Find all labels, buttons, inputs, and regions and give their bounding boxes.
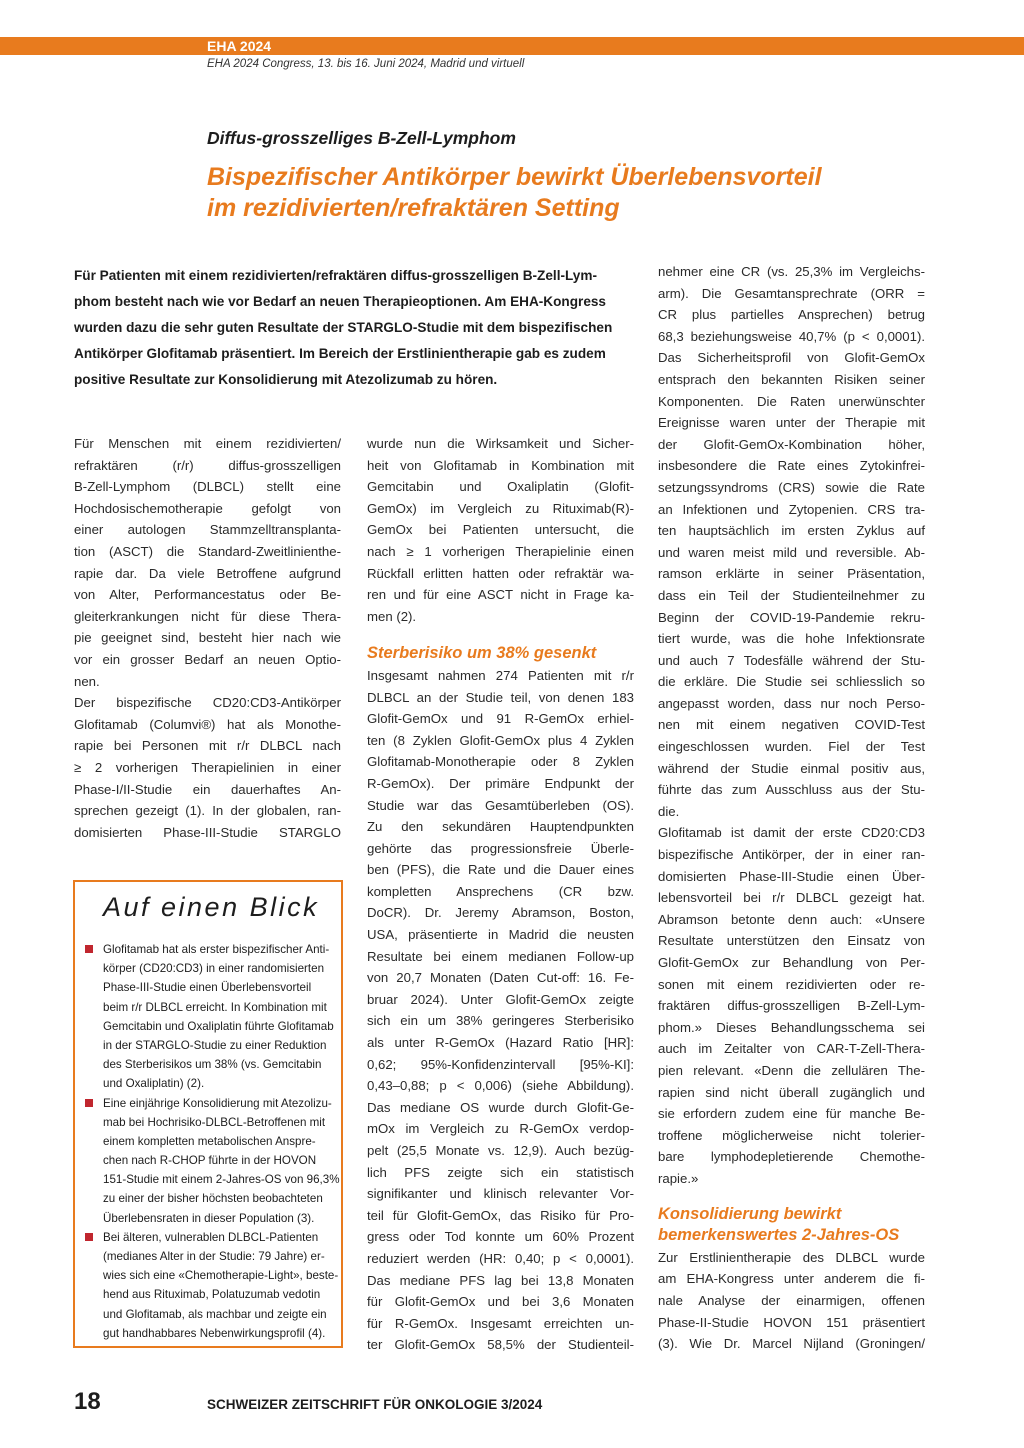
body-line: ren und für eine ASCT nicht in Frage ka- xyxy=(367,587,634,603)
glance-bullet-item xyxy=(85,1094,340,1228)
body-line: sonen mit einem rezidivierten oder re- xyxy=(658,976,925,992)
body-line: 0,43–0,88; p < 0,006) (siehe Abbildung). xyxy=(367,1078,634,1094)
body-line: wurde nun die Wirksamkeit und Sicher- xyxy=(367,436,634,451)
glance-bullet-line: mab bei Hochrisiko-DLBCL-Betroffenen mit xyxy=(103,1115,326,1129)
body-line: sich ein um 38% geringeres Sterberisiko xyxy=(367,1013,634,1029)
glance-bullet-line: Glofitamab hat als erster bispezifischer Anti- xyxy=(103,943,330,956)
body-line: rapie dar. Da viele Betroffene aufgrund xyxy=(74,565,341,581)
body-line: reduziert werden (HR: 0,40; p < 0,0001). xyxy=(367,1250,634,1266)
glance-bullet-line: körper (CD20:CD3) in einer randomisierten xyxy=(103,962,325,976)
body-line: für Glofit-GemOx und bei 3,6 Monaten xyxy=(367,1294,634,1310)
glance-bullet-line: einem kompletten metabolischen Anspre- xyxy=(103,1134,316,1148)
section-subheading: Sterberisiko um 38% gesenkt xyxy=(367,644,597,663)
body-line: Glofitamab ist damit der erste CD20:CD3 xyxy=(658,825,925,841)
body-line: Rückfall erlitten hatten oder refraktär wa- xyxy=(367,565,634,581)
body-line: Studie war das Gesamtüberleben (OS). xyxy=(367,797,634,813)
body-line: 68,3 beziehungsweise 40,7% (p < 0,0001). xyxy=(658,328,925,344)
header-bar xyxy=(0,37,1024,55)
body-line: einer autologen Stammzelltransplanta- xyxy=(74,522,341,538)
body-line: gleiterkrankungen nicht für diese Thera- xyxy=(74,608,341,624)
body-line: pelt (25,5 Monate vs. 12,9). Auch bezüg- xyxy=(367,1143,634,1158)
body-line: Für Menschen mit einem rezidivierten/ xyxy=(74,436,341,451)
body-line: sie erfordern zudem eine für manche Be- xyxy=(658,1106,925,1122)
body-line: bare lymphodepletierende Chemothe- xyxy=(658,1149,925,1165)
body-line: und auch 7 Todesfälle während der Stu- xyxy=(658,652,925,668)
body-line: für R-GemOx. Insgesamt erreichten un- xyxy=(367,1315,634,1331)
body-line: ≥ 2 vorherigen Therapielinien in einer xyxy=(74,759,341,775)
body-line: mOx im Vergleich zu R-GemOx verdop- xyxy=(367,1121,634,1137)
body-line: tion (ASCT) die Standard-Zweitlinienthe- xyxy=(74,543,341,559)
body-line: 0,62; 95%-Konfidenzintervall [95%-KI]: xyxy=(367,1056,634,1072)
body-line: teil für Glofit-GemOx, das Risiko für Pro- xyxy=(367,1207,634,1223)
body-line: Resultate unterstützen den Einsatz von xyxy=(658,933,925,949)
article-kicker: Diffus-grosszelliges B-Zell-Lymphom xyxy=(207,128,516,148)
lead-line: Antikörper Glofitamab präsentiert. Im Bereich der Erstlinientherapie gab es zudem xyxy=(74,346,606,361)
glance-bullet-line: des Sterberisikos um 38% (vs. Gemcitabin xyxy=(103,1058,322,1072)
glance-bullet-line: chen nach R-CHOP führte in der HOVON xyxy=(103,1154,317,1168)
body-line: USA, präsentierte in Madrid die neusten xyxy=(367,927,634,943)
body-line: Das Sicherheitsprofil von Glofit-GemOx xyxy=(658,350,925,366)
body-line: Glofit-GemOx und 91 R-GemOx erhiel- xyxy=(367,711,634,727)
body-line: am EHA-Kongress unter anderem die fi- xyxy=(658,1271,925,1287)
header-tag: EHA 2024 xyxy=(207,38,272,54)
body-line: Gemcitabin und Oxaliplatin (Glofit- xyxy=(367,479,634,495)
body-line: domisierten Phase-III-Studie STARGLO xyxy=(74,824,341,840)
glance-box-title: Auf einen Blick xyxy=(103,892,320,922)
body-line: men (2). xyxy=(367,608,417,624)
page-number: 18 xyxy=(74,1388,101,1415)
glance-bullet-line: hend aus Rituximab, Polatuzumab vedotin xyxy=(103,1288,321,1302)
body-line: pie geeignet sind, besteht hier nach wie xyxy=(74,630,341,646)
glance-bullet-line: beim r/r DLBCL erreicht. In Kombination mit xyxy=(103,1000,327,1014)
body-line: bispezifische Antikörper, der in einer ran- xyxy=(658,847,925,863)
body-line: DoCR). Dr. Jeremy Abramson, Boston, xyxy=(367,905,634,921)
body-line: dass ein Teil der Studienteilnehmer zu xyxy=(658,587,925,603)
article-title xyxy=(207,162,967,224)
glance-bullet-line: (medianes Alter in der Studie: 79 Jahre) er- xyxy=(103,1250,325,1263)
body-line: ten (8 Zyklen Glofit-GemOx plus 4 Zyklen xyxy=(367,732,634,748)
body-line: B-Zell-Lymphom (DLBCL) stellt eine xyxy=(74,479,341,495)
body-line: Phase-II-Studie HOVON 151 präsentiert xyxy=(658,1314,925,1330)
body-line: pien relevant. «Denn die zellulären The- xyxy=(658,1062,925,1078)
body-line: heit von Glofitamab in Kombination mit xyxy=(367,457,634,473)
body-line: Insgesamt nahmen 274 Patienten mit r/r xyxy=(367,667,634,683)
body-line: während der Studie einmal positiv aus, xyxy=(658,760,925,776)
journal-title: SCHWEIZER ZEITSCHRIFT FÜR ONKOLOGIE 3/2024 xyxy=(207,1397,543,1412)
body-line: vor ein grosser Bedarf an neuen Optio- xyxy=(74,651,341,667)
body-line: ben (PFS), die Rate und die Dauer eines xyxy=(367,862,634,878)
body-line: refraktären (r/r) diffus-grosszelligen xyxy=(74,457,341,473)
body-line: angepasst worden, dass nur noch Perso- xyxy=(658,695,925,711)
body-line: Abramson betonte denn auch: «Unsere xyxy=(658,911,925,927)
body-column-2 xyxy=(367,433,634,1356)
glance-bullet-line: in der STARGLO-Studie zu einer Reduktion xyxy=(103,1038,327,1052)
body-line: ter Glofit-GemOx 58,5% der Studienteil- xyxy=(367,1337,634,1353)
body-line: ten hauptsächlich im ersten Zyklus auf xyxy=(658,523,925,539)
lead-line: positive Resultate zur Konsolidierung mit Atezolizumab zu hören. xyxy=(74,372,498,387)
body-line: rapie bei Personen mit r/r DLBCL nach xyxy=(74,738,341,754)
section-subheading: bemerkenswertes 2-Jahres-OS xyxy=(658,1226,900,1245)
body-line: tiert wurde, was die hohe Infektionsrate xyxy=(658,631,925,647)
body-line: gress oder Tod konnte um 60% Prozent xyxy=(367,1229,634,1245)
square-bullet-icon xyxy=(85,1233,93,1241)
glance-bullet-list xyxy=(85,940,340,1343)
body-line: fraktären diffus-grosszelligen B-Zell-Lym- xyxy=(658,998,925,1014)
square-bullet-icon xyxy=(85,1099,93,1107)
glance-bullet-line: und Glofitamab, als machbar und zeigte ein xyxy=(103,1307,327,1321)
glance-bullet-line: Bei älteren, vulnerablen DLBCL-Patienten xyxy=(103,1230,319,1244)
glance-bullet-line: zu einer der bisher höchsten beobachteten xyxy=(103,1192,323,1206)
lead-line: Für Patienten mit einem rezidivierten/refraktären diffus-grosszelligen B-Zell-Lym- xyxy=(74,268,597,283)
body-line: nen. xyxy=(74,673,100,689)
glance-bullet-line: Überlebensraten in dieser Population (3). xyxy=(103,1211,315,1225)
body-line: R-GemOx). Der primäre Endpunkt der xyxy=(367,775,634,791)
body-line: Beginn der COVID-19-Pandemie rekru- xyxy=(658,609,925,625)
body-line: von 20,7 Monaten (Daten Cut-off: 16. Fe- xyxy=(367,970,634,986)
body-line: Das mediane OS wurde durch Glofit-Ge- xyxy=(367,1099,634,1115)
glance-bullet-line: wies sich eine «Chemotherapie-Light», beste- xyxy=(103,1269,339,1283)
glance-bullet-line: Phase-III-Studie einen Überlebensvorteil xyxy=(103,981,312,995)
glance-bullet-line: und Oxaliplatin) (2). xyxy=(103,1077,205,1091)
body-line: troffene möglicherweise nicht tolerier- xyxy=(658,1127,925,1143)
body-line: Das mediane PFS lag bei 13,8 Monaten xyxy=(367,1272,634,1288)
body-column-1 xyxy=(74,433,341,843)
square-bullet-icon xyxy=(85,945,93,953)
glance-bullet-item xyxy=(85,940,337,1094)
body-line: entsprach den bekannten Risiken seiner xyxy=(658,371,925,387)
body-line: setzungssyndroms (CRS) sowie die Rate xyxy=(658,479,925,495)
body-line: der Glofit-GemOx-Kombination höher, xyxy=(658,436,925,452)
body-line: eingeschlossen wurden. Fiel der Test xyxy=(658,739,925,755)
body-line: Hochdosischemotherapie gefolgt von xyxy=(74,500,341,516)
body-line: nach ≥ 1 vorherigen Therapielinie einen xyxy=(367,543,634,559)
glance-box xyxy=(73,880,343,1348)
body-line: an Infektionen und Zytopenien. CRS tra- xyxy=(658,501,925,517)
body-line: bruar 2024). Unter Glofit-GemOx zeigte xyxy=(367,991,634,1007)
glance-bullet-line: 151-Studie mit einem 2-Jahres-OS von 96,3% xyxy=(103,1173,340,1187)
body-line: von Alter, Performancestatus oder Be- xyxy=(74,587,341,603)
lead-line: phom besteht nach wie vor Bedarf an neuen Therapieoptionen. Am EHA-Kongress xyxy=(74,294,606,309)
body-line: Phase-I/II-Studie ein dauerhaftes An- xyxy=(74,781,341,797)
body-line: lich PFS zeigte sich ein statistisch xyxy=(367,1164,634,1180)
body-line: als unter R-GemOx (Hazard Ratio [HR]: xyxy=(367,1035,634,1051)
body-line: kompletten Ansprechens (CR bzw. xyxy=(367,883,634,899)
body-line: phom.» Dieses Behandlungsschema sei xyxy=(658,1019,925,1035)
body-line: rapien sind nicht überall zugänglich und xyxy=(658,1084,925,1100)
body-line: GemOx) im Vergleich zu Rituximab(R)- xyxy=(367,500,634,516)
body-line: Der bispezifische CD20:CD3-Antikörper xyxy=(74,695,341,711)
body-line: Ereignisse waren unter der Therapie mit xyxy=(658,415,925,431)
body-line: die erkläre. Die Studie sei schliesslich so xyxy=(658,674,925,690)
body-line: lebensvorteil bei r/r DLBCL gezeigt hat. xyxy=(658,890,925,906)
body-line: insbesondere die Rate eines Zytokinfrei- xyxy=(658,458,925,474)
body-line: arm). Die Gesamtansprechrate (ORR = xyxy=(658,285,925,301)
body-line: Glofitamab-Monotherapie oder 8 Zyklen xyxy=(367,754,634,770)
body-line: Glofit-GemOx zur Behandlung von Per- xyxy=(658,955,925,970)
glance-bullet-line: Gemcitabin und Oxaliplatin führte Glofitamab xyxy=(103,1019,334,1033)
body-line: DLBCL an der Studie teil, von denen 183 xyxy=(367,689,634,705)
title-line: im rezidivierten/refraktären Setting xyxy=(207,194,620,222)
body-line: Glofitamab (Columvi®) hat als Monothe- xyxy=(74,716,341,732)
body-line: Zu den sekundären Hauptendpunkten xyxy=(367,819,634,835)
title-line: Bispezifischer Antikörper bewirkt Überlebensvorteil xyxy=(207,163,822,191)
body-line: die. xyxy=(658,803,680,819)
glance-bullet-line: Eine einjährige Konsolidierung mit Atezolizu- xyxy=(103,1096,332,1110)
body-line: CR plus partielles Ansprechen) betrug xyxy=(658,307,925,323)
body-line: gehörte das progressionsfreie Überle- xyxy=(367,840,634,856)
lead-line: wurden dazu die sehr guten Resultate der STARGLO-Studie mit dem bispezifischen xyxy=(74,320,613,335)
body-line: auch im Zeitalter von CAR-T-Zell-Thera- xyxy=(658,1041,925,1057)
body-line: GemOx bei Patienten untersucht, die xyxy=(367,522,634,538)
body-line: Zur Erstlinientherapie des DLBCL wurde xyxy=(658,1249,925,1265)
body-line: nale Analyse der einarmigen, offenen xyxy=(658,1292,925,1308)
article-lead xyxy=(74,263,642,393)
body-line: nen mit einem negativen COVID-Test xyxy=(658,717,925,733)
body-line: ramson erklärte in seiner Präsentation, xyxy=(658,566,925,582)
section-subheading: Konsolidierung bewirkt xyxy=(658,1204,842,1223)
body-line: domisierten Phase-III-Studie einen Über- xyxy=(658,868,925,884)
body-line: Resultate bei einem medianen Follow-up xyxy=(367,948,634,964)
body-line: (3). Wie Dr. Marcel Nijland (Groningen/ xyxy=(658,1336,925,1352)
body-column-3 xyxy=(658,261,925,1355)
body-line: rapie.» xyxy=(658,1170,699,1186)
body-line: und waren meist mild und reversible. Ab- xyxy=(658,544,925,560)
glance-bullet-line: gut handhabbares Nebenwirkungsprofil (4). xyxy=(103,1326,326,1340)
body-line: nehmer eine CR (vs. 25,3% im Vergleichs- xyxy=(658,264,925,279)
header-subtitle: EHA 2024 Congress, 13. bis 16. Juni 2024, Madrid und virtuell xyxy=(207,58,525,70)
body-line: führte das zum Ausschluss aus der Stu- xyxy=(658,782,925,798)
body-line: signifikanter und klinisch relevanter Vor- xyxy=(367,1186,634,1202)
body-line: Komponenten. Die Raten unerwünschter xyxy=(658,393,925,409)
glance-bullet-item xyxy=(85,1228,337,1343)
body-line: sprechen gezeigt (1). In der globalen, ran- xyxy=(74,803,341,819)
